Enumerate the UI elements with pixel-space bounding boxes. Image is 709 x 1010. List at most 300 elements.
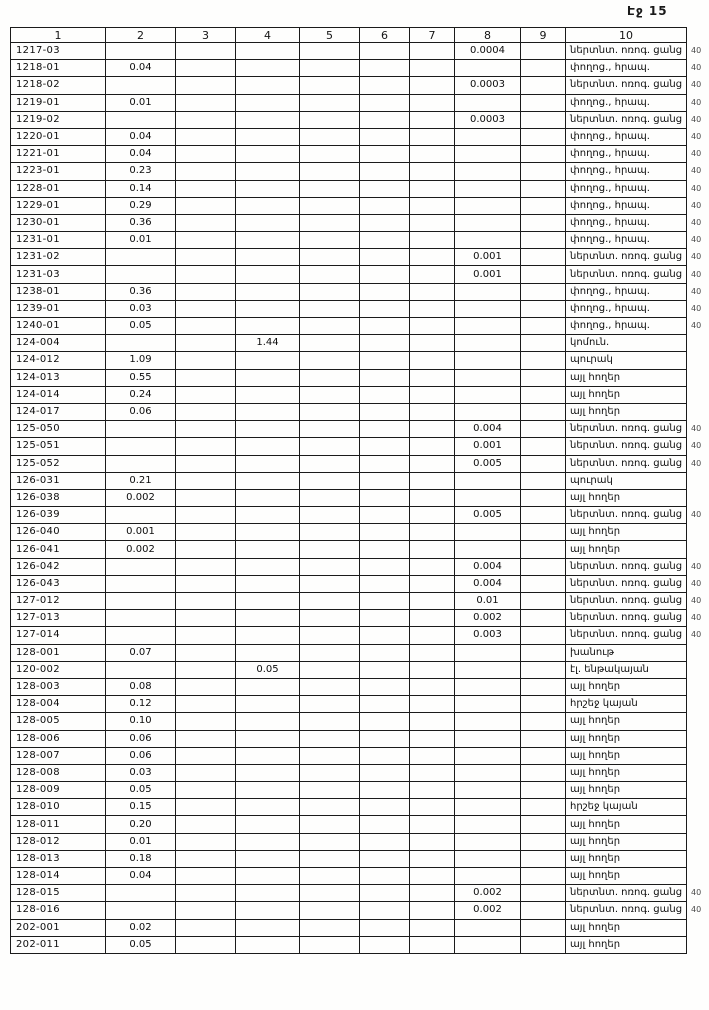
table-row [11,352,709,369]
cell-col4 [236,816,300,833]
cell-col2: 0.05 [106,936,176,953]
cell-col3 [176,472,236,489]
cell-col5 [300,868,360,885]
cell-col9 [521,661,566,678]
cell-col9 [521,283,566,300]
cell-col6 [360,300,410,317]
cell-col9 [521,335,566,352]
cell-col6 [360,524,410,541]
cell-col8: 0.001 [455,249,521,266]
cell-col8 [455,352,521,369]
cell-col9 [521,678,566,695]
cell-col10: ներտնտ. ոռոգ. ցանց [566,249,687,266]
margin-mark: 40 [691,63,702,73]
cell-col5 [300,661,360,678]
cell-col4 [236,318,300,335]
cell-col9 [521,919,566,936]
cell-col2 [106,610,176,627]
cell-col6 [360,902,410,919]
cell-col4 [236,438,300,455]
cell-col8 [455,730,521,747]
cell-col5 [300,283,360,300]
cell-col2 [106,885,176,902]
page-number-label: Էջ 15 [627,4,668,18]
cell-col4 [236,128,300,145]
cell-col6 [360,455,410,472]
cell-col10: այլ հողեր [566,747,687,764]
cell-col8: 0.004 [455,558,521,575]
cell-col4: 1.44 [236,335,300,352]
cell-col4 [236,730,300,747]
cell-col1: 128-003 [11,678,106,695]
margin-mark [687,335,709,352]
cell-col1: 1218-02 [11,77,106,94]
cell-col2 [106,455,176,472]
cell-col10: այլ հողեր [566,730,687,747]
cell-col6 [360,816,410,833]
table-row [11,610,709,627]
cell-col4 [236,936,300,953]
cell-col1: 128-006 [11,730,106,747]
cell-col2: 0.15 [106,799,176,816]
cell-col3 [176,352,236,369]
table-row [11,541,709,558]
margin-mark [687,919,709,936]
cell-col6 [360,214,410,231]
cell-col9 [521,369,566,386]
table-row [11,77,709,94]
margin-mark [687,850,709,867]
cell-col7 [410,266,455,283]
cell-col7 [410,713,455,730]
cell-col2: 0.36 [106,283,176,300]
cell-col1: 1218-01 [11,60,106,77]
margin-mark: 40 [691,200,702,210]
cell-col6 [360,386,410,403]
cell-col3 [176,593,236,610]
cell-col8 [455,713,521,730]
cell-col3 [176,438,236,455]
cell-col7 [410,575,455,592]
cell-col9 [521,713,566,730]
cell-col3 [176,850,236,867]
cell-col6 [360,369,410,386]
cell-col1: 128-005 [11,713,106,730]
cell-col4 [236,627,300,644]
cell-col10: հրշեջ կայան [566,696,687,713]
cell-col4 [236,43,300,60]
margin-mark [687,833,709,850]
cell-col6 [360,146,410,163]
cell-col8: 0.003 [455,627,521,644]
margin-mark: 40 [691,561,702,571]
cell-col2: 0.36 [106,214,176,231]
cell-col6 [360,713,410,730]
margin-mark [687,352,709,369]
cell-col3 [176,300,236,317]
margin-mark [687,386,709,403]
cell-col4 [236,868,300,885]
cell-col10: ներտնտ. ոռոգ. ցանց [566,885,687,902]
cell-col4 [236,678,300,695]
cell-col10: այլ հողեր [566,868,687,885]
margin-mark: 40 [691,80,702,90]
cell-col2: 0.002 [106,489,176,506]
cell-col5 [300,318,360,335]
cell-col10: այլ հողեր [566,833,687,850]
cell-col7 [410,524,455,541]
cell-col7 [410,507,455,524]
cell-col4 [236,77,300,94]
cell-col7 [410,421,455,438]
margin-mark [687,764,709,781]
cell-col8: 0.004 [455,421,521,438]
cell-col4 [236,283,300,300]
cell-col1: 128-009 [11,782,106,799]
cell-col9 [521,902,566,919]
cell-col8 [455,678,521,695]
cell-col4 [236,60,300,77]
cell-col3 [176,919,236,936]
cell-col1: 1228-01 [11,180,106,197]
cell-col4 [236,593,300,610]
cell-col10: այլ հողեր [566,541,687,558]
cell-col9 [521,94,566,111]
cell-col9 [521,214,566,231]
cell-col4 [236,369,300,386]
cell-col6 [360,180,410,197]
cell-col1: 1219-01 [11,94,106,111]
cell-col7 [410,249,455,266]
cell-col6 [360,661,410,678]
cell-col5 [300,919,360,936]
cell-col7 [410,747,455,764]
cell-col5 [300,403,360,420]
table-row [11,936,709,953]
cell-col5 [300,60,360,77]
cell-col1: 126-041 [11,541,106,558]
cell-col10: ներտնտ. ոռոգ. ցանց [566,266,687,283]
cell-col4 [236,696,300,713]
cell-col8: 0.004 [455,575,521,592]
cell-col3 [176,111,236,128]
cell-col5 [300,627,360,644]
cell-col1: 128-004 [11,696,106,713]
margin-mark [687,541,709,558]
cell-col9 [521,77,566,94]
cell-col8 [455,850,521,867]
cell-col5 [300,696,360,713]
cell-col9 [521,627,566,644]
margin-mark: 40 [691,217,702,227]
cell-col9 [521,421,566,438]
cell-col6 [360,541,410,558]
cell-col2: 0.002 [106,541,176,558]
cell-col10: այլ հողեր [566,524,687,541]
margin-mark [687,799,709,816]
table-row [11,232,709,249]
column-header-5: 5 [300,28,360,43]
cell-col7 [410,902,455,919]
cell-col7 [410,232,455,249]
cell-col4 [236,919,300,936]
table-row [11,128,709,145]
cell-col3 [176,661,236,678]
margin-mark [687,369,709,386]
cell-col3 [176,558,236,575]
cell-col9 [521,249,566,266]
cell-col9 [521,541,566,558]
cell-col4 [236,94,300,111]
cell-col9 [521,730,566,747]
cell-col2 [106,111,176,128]
cell-col6 [360,799,410,816]
table-row [11,111,709,128]
cell-col5 [300,558,360,575]
cell-col2 [106,558,176,575]
cell-col8: 0.005 [455,455,521,472]
cell-col1: 126-042 [11,558,106,575]
cell-col4 [236,541,300,558]
margin-mark [687,678,709,695]
cell-col10: ներտնտ. ոռոգ. ցանց [566,610,687,627]
cell-col6 [360,507,410,524]
cell-col6 [360,352,410,369]
cell-col8 [455,335,521,352]
cell-col7 [410,696,455,713]
cell-col9 [521,558,566,575]
cell-col5 [300,524,360,541]
cell-col8 [455,128,521,145]
cell-col5 [300,782,360,799]
cell-col7 [410,730,455,747]
cell-col8 [455,489,521,506]
margin-mark: 40 [691,149,702,159]
cell-col6 [360,77,410,94]
cell-col10: ներտնտ. ոռոգ. ցանց [566,77,687,94]
cell-col5 [300,300,360,317]
margin-mark [687,816,709,833]
cell-col4 [236,524,300,541]
cell-col1: 128-014 [11,868,106,885]
cell-col6 [360,558,410,575]
cell-col2 [106,249,176,266]
cell-col2: 0.20 [106,816,176,833]
cell-col4: 0.05 [236,661,300,678]
cell-col3 [176,885,236,902]
cell-col5 [300,352,360,369]
cell-col7 [410,489,455,506]
cell-col7 [410,94,455,111]
cell-col3 [176,421,236,438]
cell-col2: 0.55 [106,369,176,386]
cell-col3 [176,541,236,558]
cell-col7 [410,833,455,850]
cell-col3 [176,627,236,644]
cell-col5 [300,111,360,128]
cell-col7 [410,163,455,180]
cell-col5 [300,163,360,180]
cell-col4 [236,782,300,799]
cell-col1: 1240-01 [11,318,106,335]
cell-col9 [521,43,566,60]
cell-col4 [236,352,300,369]
margin-mark [687,936,709,953]
cell-col9 [521,782,566,799]
cell-col3 [176,713,236,730]
margin-mark: 40 [691,630,702,640]
cell-col8: 0.002 [455,902,521,919]
cell-col4 [236,610,300,627]
cell-col6 [360,610,410,627]
cell-col8: 0.002 [455,610,521,627]
cell-col1: 124-013 [11,369,106,386]
margin-mark: 40 [691,269,702,279]
cell-col2: 0.29 [106,197,176,214]
cell-col7 [410,403,455,420]
margin-mark [687,782,709,799]
table-row [11,214,709,231]
margin-mark [687,472,709,489]
cell-col1: 1221-01 [11,146,106,163]
column-header-9: 9 [521,28,566,43]
cell-col8 [455,197,521,214]
cell-col7 [410,455,455,472]
cell-col5 [300,833,360,850]
table-row [11,558,709,575]
cell-col6 [360,438,410,455]
cell-col9 [521,833,566,850]
cell-col2: 0.05 [106,318,176,335]
table-row [11,678,709,695]
cell-col4 [236,472,300,489]
cell-col8 [455,94,521,111]
cell-col5 [300,799,360,816]
margin-mark [687,713,709,730]
cell-col8: 0.005 [455,507,521,524]
cell-col4 [236,713,300,730]
cell-col8: 0.01 [455,593,521,610]
cell-col5 [300,249,360,266]
cell-col4 [236,232,300,249]
margin-mark: 40 [691,424,702,434]
cell-col2: 0.06 [106,747,176,764]
table-row [11,524,709,541]
cell-col6 [360,111,410,128]
cell-col6 [360,868,410,885]
column-header-3: 3 [176,28,236,43]
cell-col10: փողոց., հրապ. [566,128,687,145]
cell-col2 [106,507,176,524]
cell-col5 [300,610,360,627]
cell-col8: 0.0003 [455,77,521,94]
cell-col6 [360,197,410,214]
margin-mark: 40 [691,235,702,245]
cell-col9 [521,300,566,317]
cell-col3 [176,455,236,472]
table-row [11,43,709,60]
cell-col9 [521,507,566,524]
cell-col10: փողոց., հրապ. [566,197,687,214]
cell-col3 [176,489,236,506]
cell-col4 [236,266,300,283]
cell-col7 [410,782,455,799]
table-row [11,713,709,730]
cell-col7 [410,369,455,386]
cell-col1: 126-031 [11,472,106,489]
cell-col1: 127-014 [11,627,106,644]
cell-col10: ներտնտ. ոռոգ. ցանց [566,438,687,455]
column-header-7: 7 [410,28,455,43]
land-parcel-table [10,27,709,954]
cell-col2: 0.24 [106,386,176,403]
cell-col1: 128-016 [11,902,106,919]
cell-col7 [410,644,455,661]
cell-col7 [410,678,455,695]
cell-col3 [176,283,236,300]
cell-col1: 1223-01 [11,163,106,180]
cell-col6 [360,644,410,661]
cell-col3 [176,197,236,214]
margin-mark: 40 [691,303,702,313]
cell-col3 [176,369,236,386]
cell-col5 [300,575,360,592]
cell-col5 [300,885,360,902]
cell-col10: ներտնտ. ոռոգ. ցանց [566,575,687,592]
cell-col10: ներտնտ. ոռոգ. ցանց [566,43,687,60]
cell-col2: 0.04 [106,128,176,145]
cell-col4 [236,163,300,180]
cell-col5 [300,644,360,661]
cell-col10: փողոց., հրապ. [566,60,687,77]
cell-col2: 0.02 [106,919,176,936]
cell-col9 [521,575,566,592]
cell-col9 [521,180,566,197]
cell-col6 [360,403,410,420]
cell-col10: կոմուն. [566,335,687,352]
cell-col7 [410,593,455,610]
table-row [11,730,709,747]
cell-col7 [410,610,455,627]
cell-col2: 0.03 [106,764,176,781]
cell-col10: փողոց., հրապ. [566,94,687,111]
cell-col8: 0.002 [455,885,521,902]
cell-col2: 0.21 [106,472,176,489]
cell-col9 [521,197,566,214]
cell-col10: ներտնտ. ոռոգ. ցանց [566,902,687,919]
cell-col10: ներտնտ. ոռոգ. ցանց [566,558,687,575]
cell-col8 [455,232,521,249]
cell-col1: 124-014 [11,386,106,403]
cell-col3 [176,77,236,94]
cell-col9 [521,232,566,249]
cell-col1: 128-012 [11,833,106,850]
table-row [11,902,709,919]
cell-col6 [360,919,410,936]
cell-col10: այլ հողեր [566,713,687,730]
cell-col1: 1231-03 [11,266,106,283]
cell-col3 [176,94,236,111]
cell-col1: 128-010 [11,799,106,816]
cell-col7 [410,799,455,816]
cell-col2 [106,438,176,455]
table-row [11,283,709,300]
cell-col8 [455,283,521,300]
margin-mark: 40 [691,166,702,176]
cell-col10: ներտնտ. ոռոգ. ցանց [566,593,687,610]
cell-col1: 124-017 [11,403,106,420]
table-row [11,94,709,111]
